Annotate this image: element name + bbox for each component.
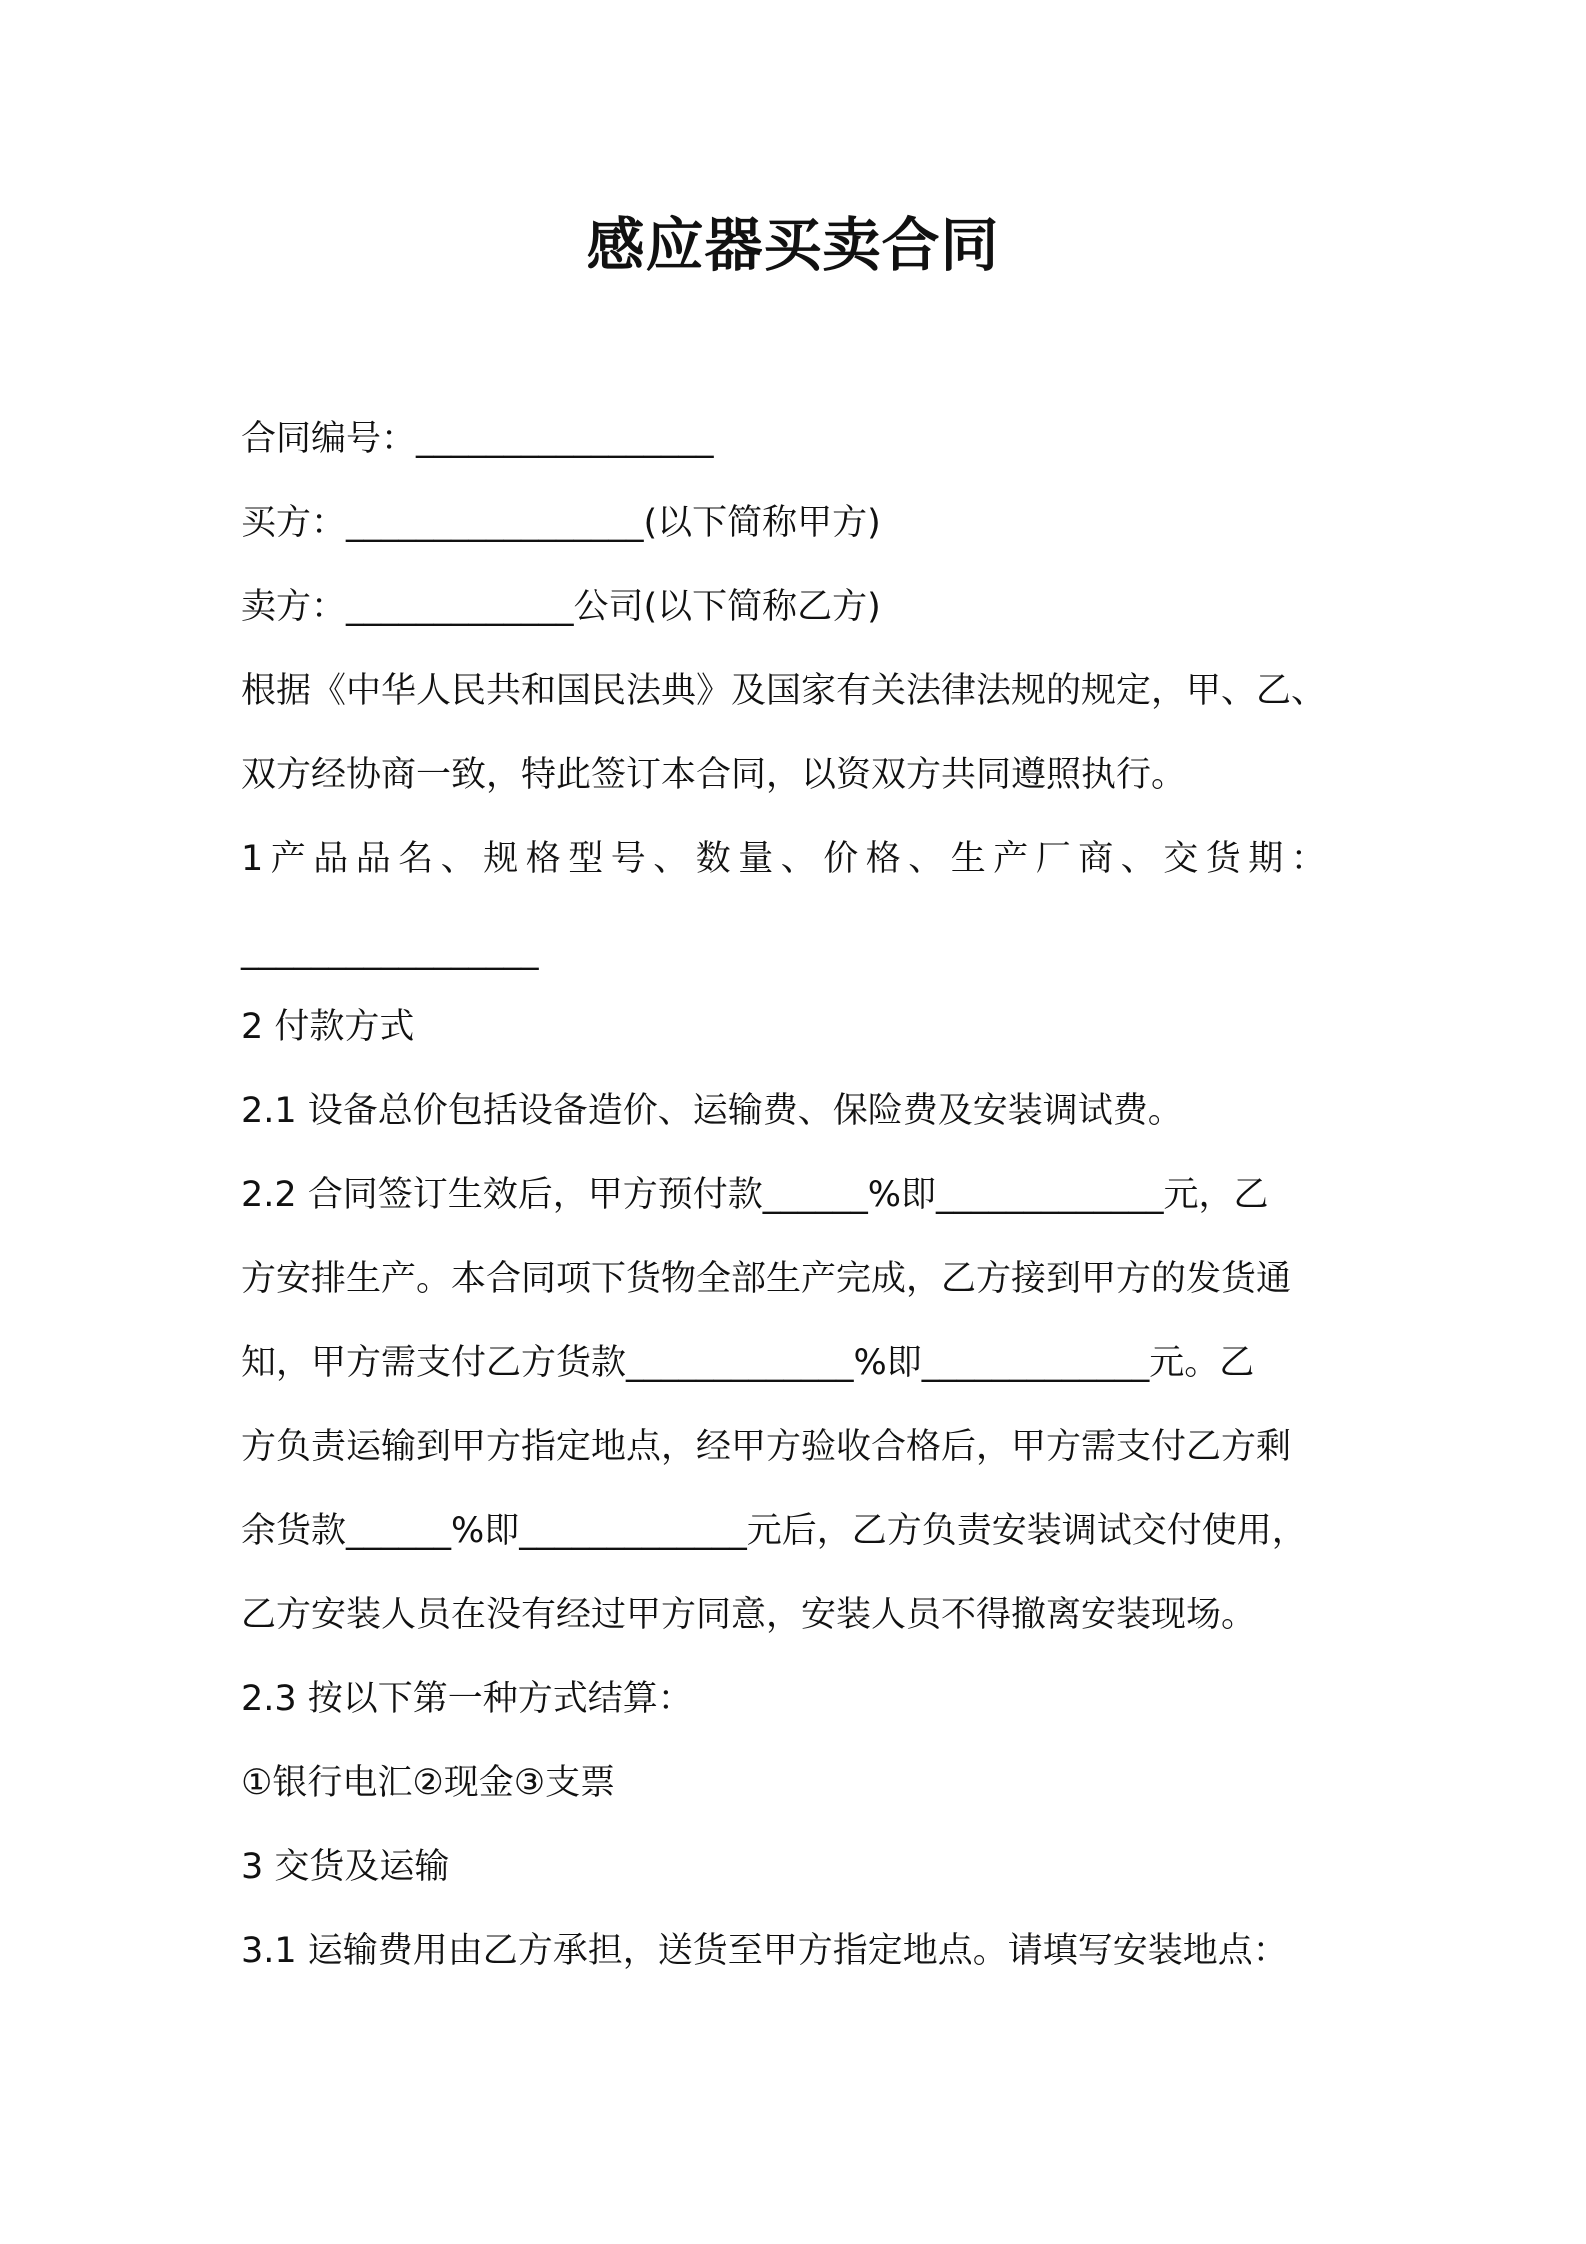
preamble-line-2: 双方经协商一致，特此签订本合同，以资双方共同遵照执行。	[241, 755, 1187, 795]
clause-2-2-line-6: 乙方安装人员在没有经过甲方同意，安装人员不得撤离安装现场。	[241, 1595, 1257, 1635]
clause-2-2-line-1: 2.2 合同签订生效后，甲方预付款______%即_____________元，乙	[241, 1175, 1269, 1215]
document-title: 感应器买卖合同	[586, 211, 1000, 279]
clause-2-2-line-4: 方负责运输到甲方指定地点，经甲方验收合格后，甲方需支付乙方剩	[241, 1427, 1292, 1467]
clause-3-1: 3.1 运输费用由乙方承担，送货至甲方指定地点。请填写安装地点：	[241, 1931, 1288, 1971]
clause-2-3: 2.3 按以下第一种方式结算：	[241, 1679, 693, 1719]
contract-number-line: 合同编号：_________________	[241, 419, 714, 459]
payment-options: ①银行电汇②现金③支票	[241, 1763, 616, 1803]
seller-line: 卖方：_____________公司(以下简称乙方)	[241, 587, 881, 627]
clause-1-heading: 1产品品名、规格型号、数量、价格、生产厂商、交货期：	[241, 839, 1334, 879]
clause-1-blank: _________________	[241, 931, 539, 971]
clause-2-2-line-2: 方安排生产。本合同项下货物全部生产完成，乙方接到甲方的发货通	[241, 1259, 1292, 1299]
clause-2-1: 2.1 设备总价包括设备造价、运输费、保险费及安装调试费。	[241, 1091, 1183, 1131]
clause-3-heading: 3 交货及运输	[241, 1847, 450, 1887]
buyer-line: 买方：_________________(以下简称甲方)	[241, 503, 881, 543]
preamble-line-1: 根据《中华人民共和国民法典》及国家有关法律法规的规定，甲、乙、	[241, 671, 1327, 711]
clause-2-2-line-3: 知，甲方需支付乙方货款_____________%即_____________元。乙	[241, 1343, 1255, 1383]
clause-2-heading: 2 付款方式	[241, 1007, 415, 1047]
clause-2-2-line-5: 余货款______%即_____________元后，乙方负责安装调试交付使用，	[241, 1511, 1307, 1551]
